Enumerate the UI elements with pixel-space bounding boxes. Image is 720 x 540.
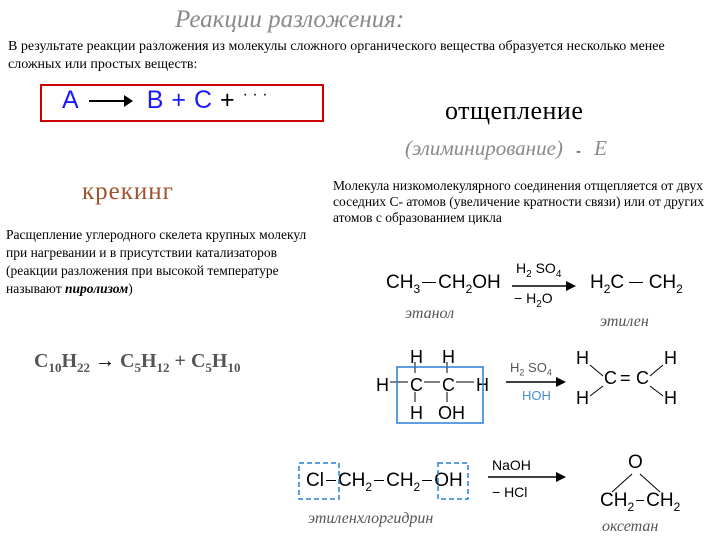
- oxetane-caption: оксетан: [602, 518, 659, 535]
- scheme-b: B: [146, 86, 164, 114]
- elimination-letter: E: [594, 136, 607, 160]
- elimination-description: Молекула низкомолекулярного соединения отщепляется от двух соседних С- атомов (увеличение кратности связи) или от других атомов с образованием цикла: [333, 178, 704, 225]
- reaction-ethylene: $H_2C$ $CH_2$: [590, 272, 683, 296]
- reaction1-removed: − $H_2O$: [514, 290, 553, 310]
- ethanol-caption: этанол: [405, 305, 455, 322]
- pyrolysis-term: пиролизом: [65, 281, 129, 296]
- intro-text: В результате реакции разложения из молекулы сложного органического вещества образуется несколько менее сложных или простых веществ:: [8, 39, 665, 72]
- reaction3-catalyst: NaOH: [492, 457, 531, 473]
- scheme-plus-2: +: [220, 86, 235, 114]
- reaction1-catalyst: $H_2$ $SO_4$: [516, 260, 562, 280]
- reaction3-product-bottom: $CH_2$ $CH_2$: [600, 490, 681, 514]
- ethylene-caption: этилен: [600, 313, 649, 330]
- scheme-plus-1: +: [171, 86, 186, 114]
- reaction-ethanol: $CH_3$ $CH_2OH$: [386, 272, 501, 296]
- cracking-heading: крекинг: [82, 178, 174, 205]
- cracking-description: Расщепление углеродного скелета крупных молекул при нагревании и в присутствии катализаторов (реакции разложения при высокой температуре называют пиролизом): [6, 227, 307, 296]
- cl-highlight: [299, 463, 339, 499]
- elimination-subheading: (элиминирование) - E: [405, 136, 607, 160]
- cracking-formula: $C_{10}H_{22} \to C_5H_{12} + C_5H_{10}$: [34, 350, 241, 375]
- elimination-dash: -: [576, 144, 581, 159]
- scheme-dots: · · ·: [242, 86, 268, 103]
- formula-arrow: →: [95, 350, 116, 372]
- reaction2-removed: HOH: [522, 388, 551, 403]
- scheme-a: A: [62, 86, 79, 114]
- scheme-c: C: [193, 86, 213, 114]
- reaction2-catalyst: $H_2$ $SO_4$: [510, 360, 552, 378]
- reaction3-product-top: O: [628, 452, 643, 473]
- removed-group-box: [397, 367, 483, 423]
- oh-highlight: [438, 463, 468, 499]
- reaction3-removed: − HCl: [492, 484, 528, 500]
- reaction2-structure: H H H C C H H OH: [376, 347, 489, 423]
- reaction2-product: H H C = C H H: [576, 348, 677, 408]
- page-title: Реакции разложения:: [175, 6, 405, 33]
- elimination-heading: отщепление: [445, 96, 584, 125]
- chlorohydrin-caption: этиленхлоргидрин: [308, 510, 434, 527]
- reaction3-reactant: Cl $CH_2$ $CH_2$ OH: [306, 470, 463, 494]
